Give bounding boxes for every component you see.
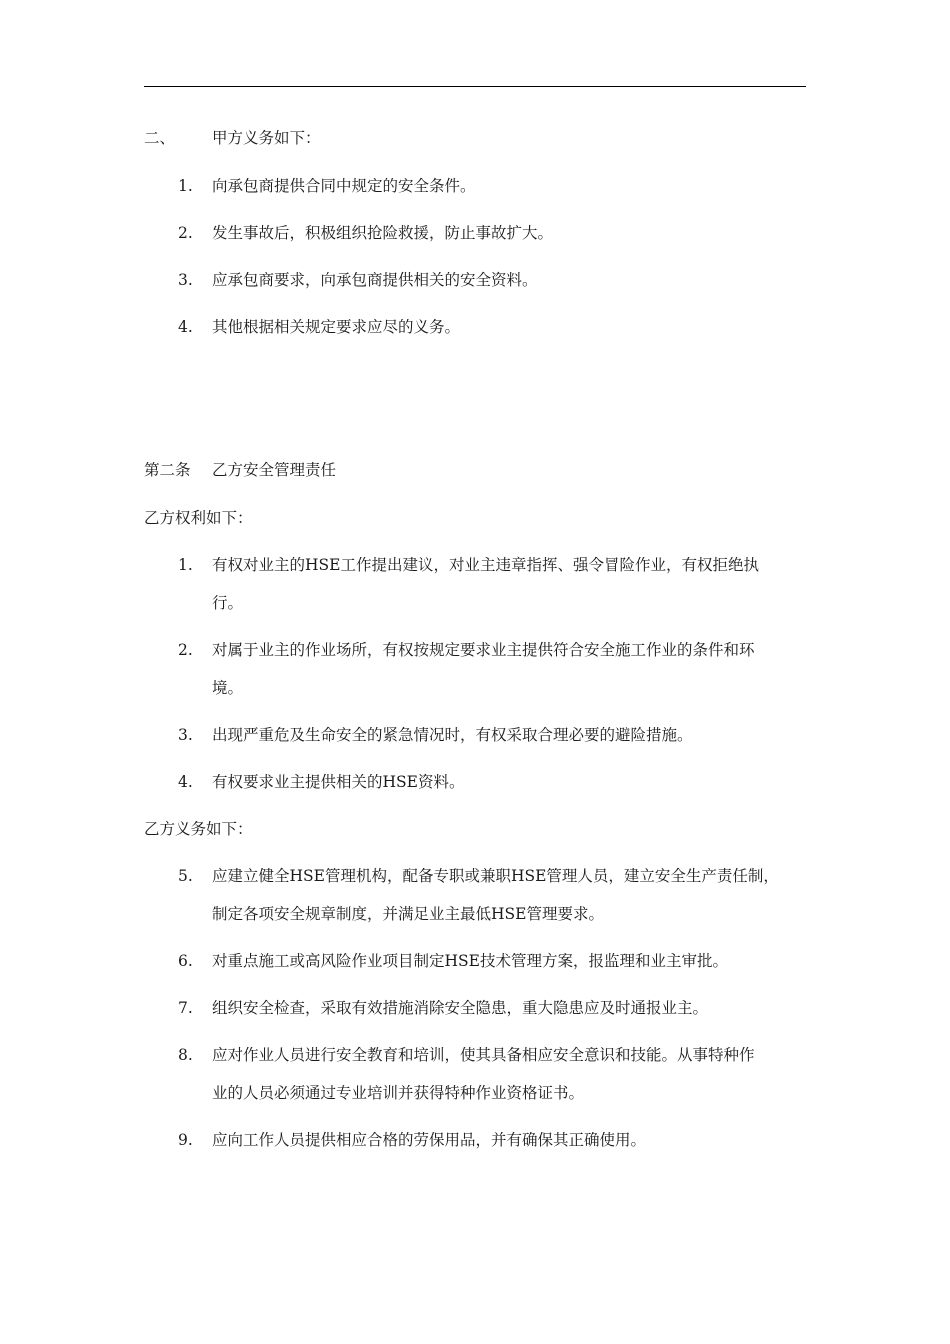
list-item: 出现严重危及生命安全的紧急情况时，有权采取合理必要的避险措施。 bbox=[212, 726, 693, 744]
list-item: 应建立健全HSE管理机构，配备专职或兼职HSE管理人员，建立安全生产责任制， bbox=[212, 867, 779, 885]
list-item: 应承包商要求，向承包商提供相关的安全资料。 bbox=[212, 271, 538, 289]
header-rule bbox=[144, 86, 806, 87]
list-item: 有权要求业主提供相关的HSE资料。 bbox=[212, 773, 465, 791]
list-item-number: 2. bbox=[178, 224, 193, 242]
list-item-number: 7. bbox=[178, 999, 193, 1017]
duties-heading: 乙方义务如下： bbox=[144, 820, 253, 838]
list-item-continuation: 业的人员必须通过专业培训并获得特种作业资格证书。 bbox=[212, 1084, 585, 1102]
list-item-number: 6. bbox=[178, 952, 193, 970]
list-item: 有权对业主的HSE工作提出建议，对业主违章指挥、强令冒险作业，有权拒绝执 bbox=[212, 556, 759, 574]
list-item-number: 1. bbox=[178, 177, 193, 195]
article-subtitle: 乙方安全管理责任 bbox=[212, 461, 337, 479]
list-item-number: 4. bbox=[178, 773, 193, 791]
list-item-number: 3. bbox=[178, 726, 193, 744]
list-item-number: 5. bbox=[178, 867, 193, 885]
list-item-number: 9. bbox=[178, 1131, 193, 1149]
article-title: 第二条 bbox=[144, 461, 191, 479]
list-item-number: 2. bbox=[178, 641, 193, 659]
section-heading: 甲方义务如下： bbox=[212, 129, 321, 147]
list-item-continuation: 行。 bbox=[212, 594, 244, 612]
section-numeral: 二、 bbox=[144, 129, 176, 147]
list-item-number: 1. bbox=[178, 556, 193, 574]
rights-heading: 乙方权利如下： bbox=[144, 509, 253, 527]
list-item-number: 4. bbox=[178, 318, 193, 336]
list-item: 对重点施工或高风险作业项目制定HSE技术管理方案，报监理和业主审批。 bbox=[212, 952, 728, 970]
list-item-number: 8. bbox=[178, 1046, 193, 1064]
list-item: 其他根据相关规定要求应尽的义务。 bbox=[212, 318, 461, 336]
list-item-number: 3. bbox=[178, 271, 193, 289]
list-item: 向承包商提供合同中规定的安全条件。 bbox=[212, 177, 476, 195]
list-item-continuation: 制定各项安全规章制度，并满足业主最低HSE管理要求。 bbox=[212, 905, 604, 923]
list-item: 发生事故后，积极组织抢险救援，防止事故扩大。 bbox=[212, 224, 554, 242]
list-item: 组织安全检查，采取有效措施消除安全隐患，重大隐患应及时通报业主。 bbox=[212, 999, 709, 1017]
list-item: 对属于业主的作业场所，有权按规定要求业主提供符合安全施工作业的条件和环 bbox=[212, 641, 755, 659]
list-item: 应向工作人员提供相应合格的劳保用品，并有确保其正确使用。 bbox=[212, 1131, 647, 1149]
list-item-continuation: 境。 bbox=[212, 679, 244, 697]
list-item: 应对作业人员进行安全教育和培训，使其具备相应安全意识和技能。从事特种作 bbox=[212, 1046, 755, 1064]
